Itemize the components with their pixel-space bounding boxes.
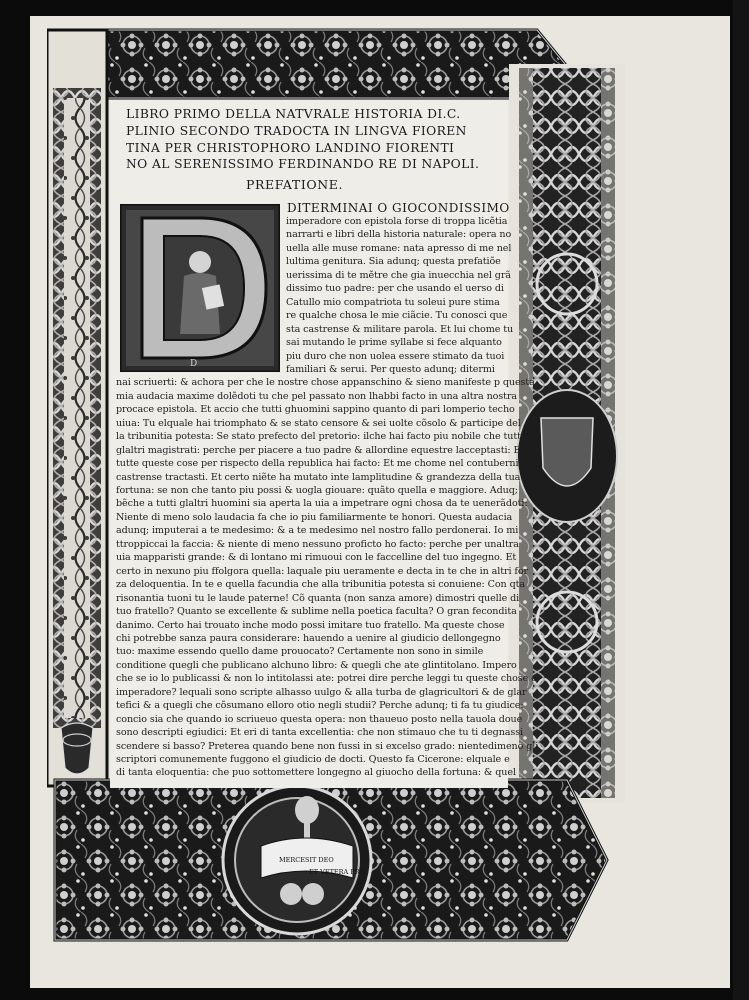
body-line: la tribunitia potesta: Se stato prefecto del pretorio: ilche hai facto piu nobile che tutti [116, 431, 524, 443]
body-line: certo in nexuno piu ffolgora quella: laquale piu ueramente e decta in te che in altri for [116, 565, 528, 577]
body-line: sta castrense & militare parola. Et lui chome tu [286, 323, 514, 335]
body-line: uiua: Tu elquale hai triomphato & se stato censore & sei uolte cõsolo & participe del [116, 417, 521, 429]
body-line: narrarti e libri della historia naturale: opera no [286, 229, 512, 241]
body-line: za deloquentia. In te e quella facundia che alla tribunitia potesta si conuiene: Con qta [116, 579, 525, 591]
heading-line: PLINIO SECONDO TRADOCTA IN LINGVA FIOREN [126, 123, 467, 138]
body-line: uerissima di te mẽtre che gia inuecchia nel grã [286, 269, 511, 281]
body-line: Niente di meno solo laudacia fa che io piu familiarmente te honori. Questa audacia [116, 511, 513, 523]
heading-line: LIBRO PRIMO DELLA NATVRALE HISTORIA DI.C. [126, 107, 461, 121]
body-line: tefici & a quegli che cõsumano elloro otio negli studii? Perche adunq; ti fa tu giudice: [116, 700, 524, 712]
body-line: nai scriuerti: & achora per che le nostre chose appanschino & sieno manifeste p questa [116, 377, 535, 389]
body-line: di tanta eloquentia: che puo sottomettere longegno al giuocho della fortuna: & quel [116, 767, 516, 779]
body-line: ttroppiccai la faccia: & niente di meno nessuno proficto ho facto: perche per unaltra [116, 538, 519, 550]
section-title: PREFATIONE. [246, 177, 344, 192]
body-line: uella alle muse romane: nata apresso di me nel [286, 242, 512, 254]
body-line: lultima genitura. Sia adunq; questa prefatiõe [286, 256, 501, 268]
illuminated-initial [120, 204, 280, 372]
body-line: glaltri magistrati: perche per piacere a tuo padre & allordine equestre lacceptasti: Et [116, 444, 525, 456]
body-line: bẽche a tutti glaltri huomini sia aperta la uia a impetrare ogni chosa da te uenerãdoti: [116, 498, 528, 510]
body-line: fortuna: se non che tanto piu possi & uogla giouare: quãto quella e maggiore. Aduq; [116, 485, 518, 496]
body-line: imperadore con epistola forse di troppa licẽtia [286, 216, 508, 227]
body-line: imperadore? lequali sono scripte alhasso uulgo & alla turba de glagricultori & de glar [116, 686, 527, 698]
initial-letter: D [190, 359, 198, 369]
title-heading [126, 106, 506, 173]
body-line: tutte queste cose per rispecto della republica hai facto: Et me chome nel contubernio [116, 458, 525, 470]
body-line: sai mutando le prime syllabe si fece alquanto [286, 337, 502, 349]
scan-edge-strip [733, 0, 749, 1000]
body-line: scendere si basso? Preterea quando bene non fussi in si excelso grado: nientedimeno gli [116, 740, 539, 752]
body-line: risonantia tuoni tu le laude paterne! Cõ quanta (non sanza amore) dimostri quelle di [116, 592, 520, 604]
body-line: mia audacia maxime dolẽdoti tu che pel passato non lhabbi facto in una altra nostra [116, 390, 518, 402]
incipit-line: DITERMINAI O GIOCONDISSIMO [287, 201, 510, 215]
body-line: concio sia che quando io scriueuo questa opera: non thaueuo posto nella tauola doue [116, 713, 523, 725]
body-line: scriptori comunemente fuggono el giudicio de docti. Questo fa Cicerone: elquale e [116, 754, 510, 765]
body-line: familiari & serui. Per questo adunq; ditermi [286, 363, 495, 375]
body-line: tuo: maxime essendo quello dame prouocato? Certamente non sono in simile [116, 646, 484, 658]
body-line: re qualche chosa le mie ciãcie. Tu conosci que [286, 310, 508, 322]
ribbon-right-motto: ET VETERA PRO [309, 868, 365, 876]
body-line: che se io lo publicassi & non lo intitolassi ate: potrei dire perche leggi tu queste chose o [116, 673, 537, 685]
body-line: conditione quegli che publicano alchuno libro: & quegli che ate glintitolano. Impero [116, 659, 517, 671]
body-line: uia mapparisti grande: & di lontano mi rimuoui con le faccelline del tuo ingegno. Et [116, 552, 517, 564]
body-line: tuo fratello? Quanto se excellente & sublime nella poetica faculta? O gran fecondita [116, 606, 517, 618]
body-line: danimo. Certo hai trouato inche modo possi imitare tuo fratello. Ma queste chose [116, 619, 505, 631]
body-line: dissimo tuo padre: per che usando el uerso di [286, 283, 504, 295]
body-line: castrense tractasti. Et certo niẽte ha mutato inte lamplitudine & grandezza della tua [116, 471, 521, 483]
body-line: procace epistola. Et accio che tutti ghuomini sappino quanto di pari lomperio techo [116, 404, 515, 416]
heading-line: TINA PER CHRISTOPHORO LANDINO FIORENTI [126, 140, 455, 155]
body-line: piu duro che non uolea essere stimato da tuoi [286, 350, 505, 362]
body-line: adunq; imputerai a te medesimo: & a te medesimo nel nostro fallo perdonerai. Io mi [116, 525, 519, 537]
heading-line: NO AL SERENISSIMO FERDINANDO RE DI NAPOLI. [126, 157, 480, 172]
ribbon-left-motto: MERCESIT DEO [279, 856, 334, 864]
body-line: Catullo mio compatriota tu soleui pure stima [286, 296, 500, 308]
body-line: sono descripti egiudici: Et eri di tanta excellentia: che non stimauo che tu ti degnassi [116, 727, 524, 739]
body-line: chi potrebbe sanza paura considerare: hauendo a uenire al giudicio dellongegno [116, 632, 501, 644]
